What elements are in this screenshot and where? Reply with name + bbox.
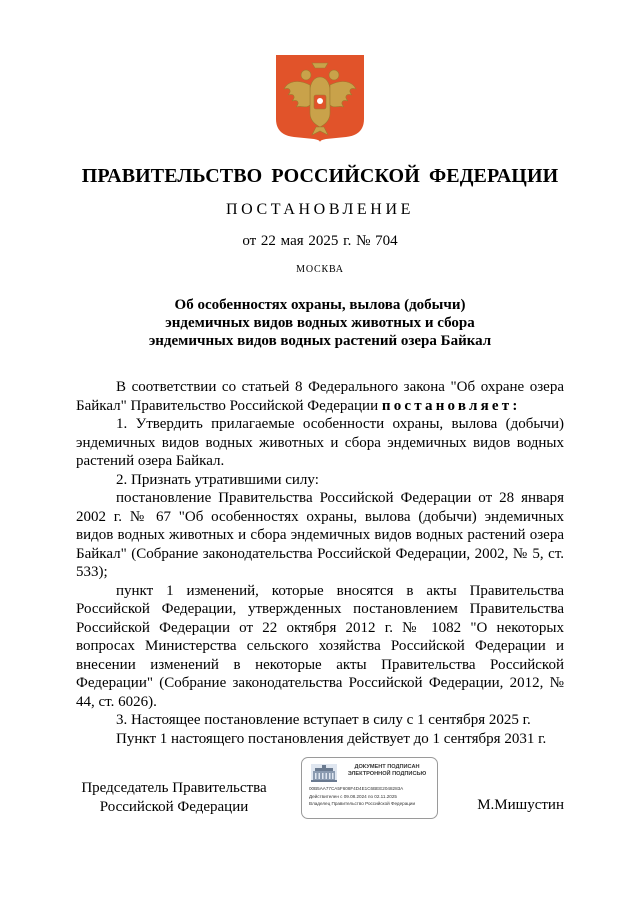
document-city: МОСКВА xyxy=(296,264,344,275)
preamble-text: В соответствии со статьей 8 Федерального закона "Об охране озера Байкал" Правительство Российской Федерации xyxy=(76,379,564,414)
stamp-validity: Действителен с 09.08.2024 по 02.11.2025 xyxy=(309,794,397,799)
item-2: 2. Признать утратившими силу: xyxy=(116,471,319,488)
subject-line: эндемичных видов водных животных и сбора xyxy=(165,315,475,331)
signatory-position xyxy=(76,779,272,817)
item-3-note: Пункт 1 настоящего постановления действует до 1 сентября 2031 г. xyxy=(116,730,547,747)
subject-line: эндемичных видов водных растений озера Байкал xyxy=(148,333,492,349)
item-3: 3. Настоящее постановление вступает в силу с 1 сентября 2025 г. xyxy=(116,712,531,728)
stamp-heading-line: ДОКУМЕНТ ПОДПИСАН xyxy=(354,764,420,770)
document-date-number: от 22 мая 2025 г. № 704 xyxy=(242,233,398,249)
position-line: Российской Федерации xyxy=(99,799,249,815)
russian-coat-of-arms-icon xyxy=(276,55,364,142)
position-line: Председатель Правительства xyxy=(81,780,267,796)
document-body xyxy=(76,378,564,748)
decree-word: постановляет: xyxy=(381,397,521,414)
document-subject xyxy=(130,296,510,350)
stamp-heading-line: ЭЛЕКТРОННОЙ ПОДПИСЬЮ xyxy=(347,771,427,777)
stamp-owner: Владелец Правительство Российской Федерации xyxy=(309,801,416,806)
electronic-signature-stamp xyxy=(301,757,438,819)
item-2a: постановление Правительства Российской Федерации от 28 января 2002 г. № 67 "Об особенностях охраны, вылова (добычи) эндемичных видов водных животных и сбора эндемичных видов водных растений озера Байкал" (Собрание законодательства Российской Федерации, 2002, № 5, ст. 533); xyxy=(76,490,564,580)
stamp-certificate: 00B5AA77CA5F608F4D4E1C6BEE2048283A xyxy=(309,786,404,791)
item-2b: пункт 1 изменений, которые вносятся в акты Правительства Российской Федерации, утвержденных постановлением Правительства Российской Федерации от 22 октября 2012 г. № 1082 "О некоторых вопросах Министерства сельского хозяйства Российской Федерации и внесении изменений в некоторые акты Правительства Российской Федерации" (Собрание законодательства Российской Федерации, 2012, № 44, ст. 6026). xyxy=(76,582,564,710)
stamp-heading xyxy=(338,764,436,778)
preamble-paragraph xyxy=(76,378,564,415)
document-type: ПОСТАНОВЛЕНИЕ xyxy=(226,201,414,218)
government-title: ПРАВИТЕЛЬСТВО РОССИЙСКОЙ ФЕДЕРАЦИИ xyxy=(81,165,559,187)
subject-line: Об особенностях охраны, вылова (добычи) xyxy=(174,297,466,313)
item-1: 1. Утвердить прилагаемые особенности охраны, вылова (добычи) эндемичных видов водных животных и сбора эндемичных видов водных растений озера Байкал. xyxy=(76,416,564,469)
government-building-icon xyxy=(311,764,337,782)
signatory-name: М.Мишустин xyxy=(477,797,564,813)
